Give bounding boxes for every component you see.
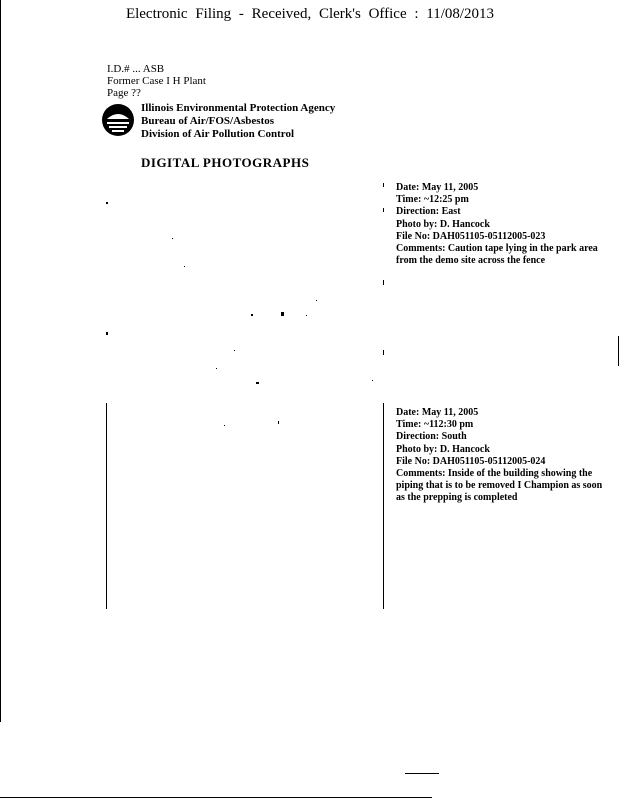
photo-1-comments: Comments: Caution tape lying in the park area from the demo site across the fence (396, 243, 598, 267)
page-left-border (0, 0, 1, 722)
right-edge-scan-mark (618, 336, 619, 366)
agency-name: Illinois Environmental Protection Agency (141, 102, 336, 114)
photo-1-photographer: Photo by: D. Hancock (396, 218, 490, 230)
division-name: Division of Air Pollution Control (141, 128, 295, 140)
photo-2-date: Date: May 11, 2005 (396, 407, 479, 418)
photo-1-right-edge-mark (383, 183, 384, 187)
photo-1-time: Time: ~12:25 pm (396, 194, 469, 206)
photo-1-caption (396, 182, 611, 267)
document-id-line: I.D.# ... ASB (107, 63, 165, 75)
photo-2-comments: Comments: Inside of the building showing the piping that is to be removed I Champion as soon as the prepping is completed (396, 468, 603, 504)
site-name: Former Case I H Plant (107, 75, 206, 87)
photo-2-photographer: Photo by: D. Hancock (396, 443, 490, 455)
illinois-epa-seal-icon (101, 103, 135, 137)
photo-1-date: Date: May 11, 2005 (396, 182, 479, 193)
photo-1 (106, 182, 384, 392)
photo-2-direction: Direction: South (396, 431, 467, 443)
footer-short-rule (405, 773, 439, 774)
photo-2-caption (396, 407, 611, 505)
photo-2-file-number: File No: DAH051105-05112005-024 (396, 455, 546, 467)
footer-rule (0, 797, 432, 798)
photo-1-direction: Direction: East (396, 206, 461, 218)
photo-2-time: Time: ~112:30 pm (396, 419, 474, 431)
photo-2 (106, 403, 384, 609)
photo-1-right-edge-mark-3 (383, 280, 384, 285)
photo-1-right-edge-mark-4 (383, 350, 384, 355)
filing-header: Electronic Filing - Received, Clerk's Office : 11/08/2013 (125, 6, 495, 22)
section-title: DIGITAL PHOTOGRAPHS (141, 155, 310, 170)
bureau-name: Bureau of Air/FOS/Asbestos (141, 115, 275, 127)
photo-1-right-edge-mark-2 (383, 208, 384, 212)
page-number: Page ?? (107, 87, 141, 99)
photo-1-file-number: File No: DAH051105-05112005-023 (396, 230, 546, 242)
